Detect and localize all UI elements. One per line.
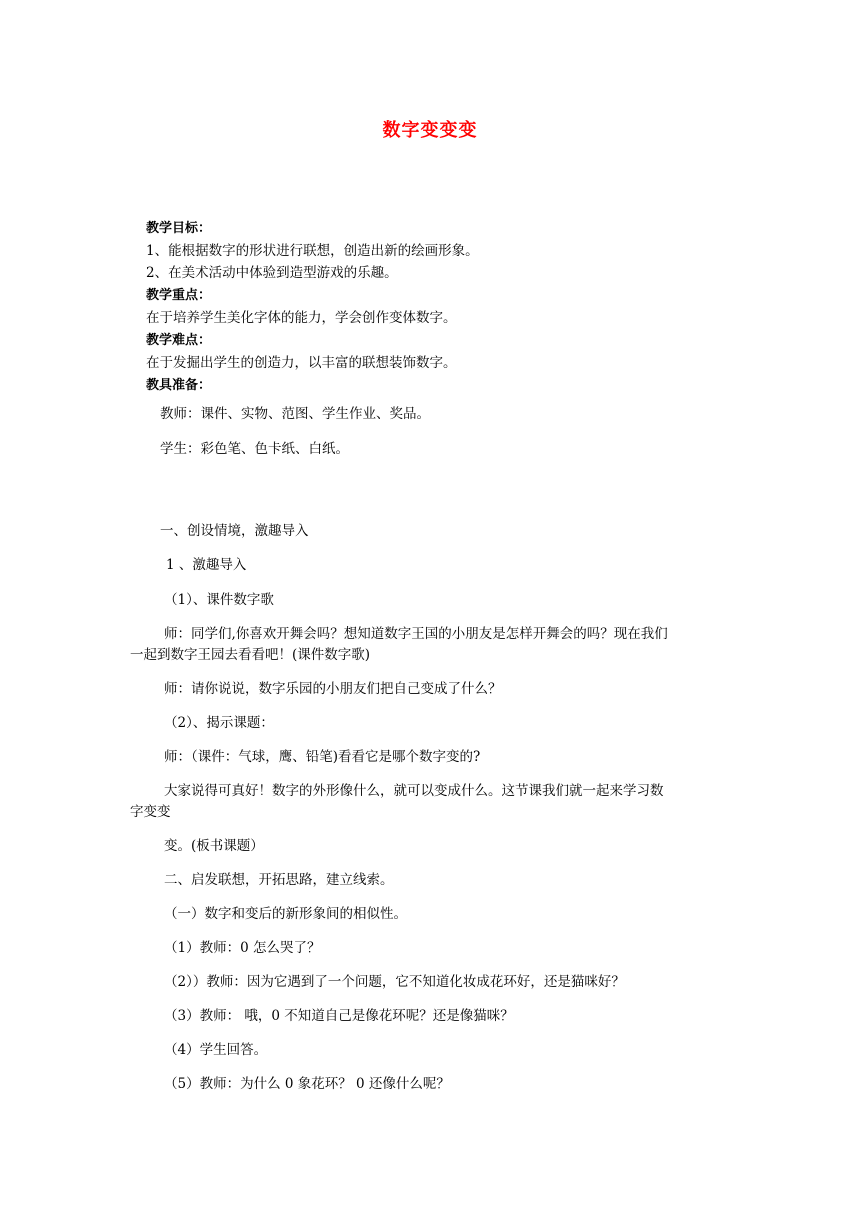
step-1: （1）、课件数字歌 [164,592,274,608]
materials-heading: 教具准备： [146,378,212,393]
subsection-2-heading: （一）数字和变后的新形象间的相似性。 [164,906,407,922]
question-4: （4）学生回答。 [164,1042,268,1058]
section-1-heading: 一、创设情境，激趣导入 [160,523,309,539]
document-title: 数字变变变 [382,120,478,141]
objective-item-1: 1、能根据数字的形状进行联想，创造出新的绘画形象。 [146,243,479,259]
section-2-heading: 二、启发联想，开拓思路，建立线索。 [164,872,394,888]
paragraph-1-line-1: 师：同学们,你喜欢开舞会吗？想知道数字王国的小朋友是怎样开舞会的吗？现在我们 [164,626,668,642]
materials-student: 学生：彩色笔、色卡纸、白纸。 [160,441,349,457]
objectives-heading: 教学目标： [146,221,212,236]
key-points-text: 在于培养学生美化字体的能力，学会创作变体数字。 [146,310,457,326]
subsection-1-heading: 1 、激趣导入 [166,557,247,573]
paragraph-4-line-2: 字变变 [130,804,171,820]
paragraph-3: 师：（课件：气球，鹰、铅笔)看看它是哪个数字变的? [164,749,481,765]
paragraph-4-line-1: 大家说得可真好！数字的外形像什么，就可以变成什么。这节课我们就一起来学习数 [164,783,664,799]
question-5: （5）教师：为什么 0 象花环？ 0 还像什么呢？ [164,1076,450,1092]
question-3: （3）教师： 哦，0 不知道自己是像花环呢？还是像猫咪？ [164,1008,514,1024]
materials-teacher: 教师：课件、实物、范图、学生作业、奖品。 [160,406,430,422]
difficulties-text: 在于发掘出学生的创造力，以丰富的联想装饰数字。 [146,355,457,371]
paragraph-5: 变。(板书课题） [164,838,264,854]
question-1: （1）教师：0 怎么哭了？ [164,940,321,956]
difficulties-heading: 教学难点： [146,333,212,348]
key-points-heading: 教学重点： [146,288,212,303]
paragraph-1-line-2: 一起到数字王园去看看吧！(课件数字歌) [130,647,371,663]
paragraph-2: 师：请你说说，数字乐园的小朋友们把自己变成了什么？ [164,681,502,697]
step-2: （2）、揭示课题： [164,715,274,731]
objective-item-2: 2、在美术活动中体验到造型游戏的乐趣。 [146,265,398,281]
question-2: （2））教师：因为它遇到了一个问题，它不知道化妆成花环好，还是猫咪好？ [164,974,625,990]
